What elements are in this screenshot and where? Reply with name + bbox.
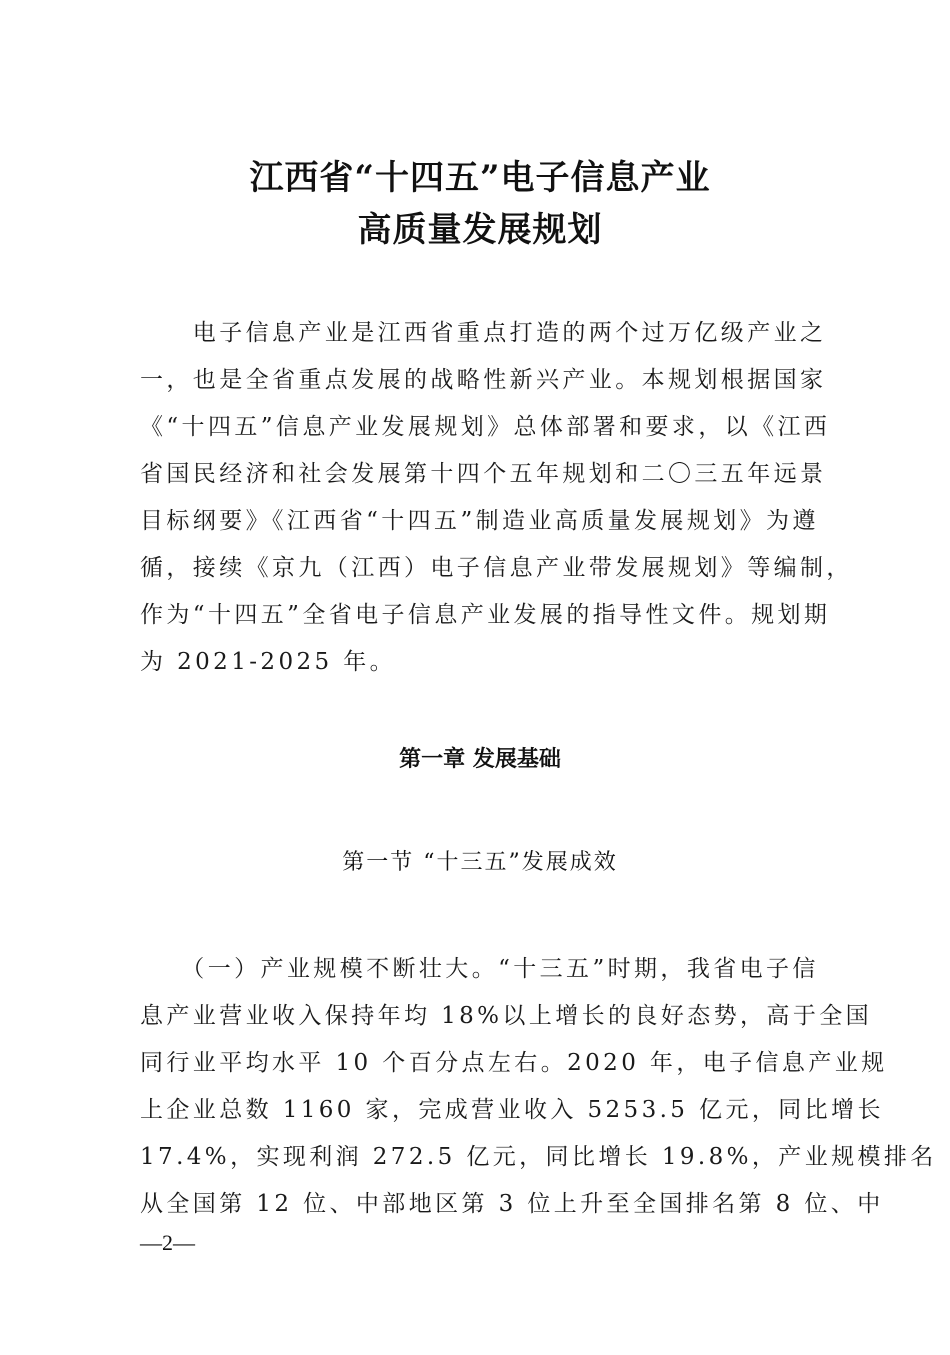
document-title-line-2: 高质量发展规划 (357, 210, 603, 250)
body-line: 17.4%，实现利润 272.5 亿元，同比增长 19.8%，产业规模排名 (140, 1144, 937, 1170)
intro-line: 循，接续《京九（江西）电子信息产业带发展规划》等编制， (140, 555, 853, 581)
intro-line: 目标纲要》《江西省“十四五”制造业高质量发展规划》为遵 (140, 508, 819, 534)
body-line: 息产业营业收入保持年均 18%以上增长的良好态势，高于全国 (140, 1003, 873, 1029)
body-line: （一）产业规模不断壮大。“十三五”时期，我省电子信 (140, 956, 819, 982)
body-line: 同行业平均水平 10 个百分点左右。2020 年，电子信息产业规 (140, 1050, 888, 1076)
intro-paragraph (140, 310, 853, 686)
intro-line: 《“十四五”信息产业发展规划》总体部署和要求，以《江西 (140, 414, 831, 440)
intro-line: 作为“十四五”全省电子信息产业发展的指导性文件。规划期 (140, 602, 831, 628)
document-title-line-1: 江西省“十四五”电子信息产业 (249, 158, 711, 198)
chapter-heading: 第一章 发展基础 (399, 747, 561, 772)
intro-line: 电子信息产业是江西省重点打造的两个过万亿级产业之 (140, 320, 827, 346)
body-line: 上企业总数 1160 家，完成营业收入 5253.5 亿元，同比增长 (140, 1097, 884, 1123)
intro-line: 一，也是全省重点发展的战略性新兴产业。本规划根据国家 (140, 367, 827, 393)
page-number: —2— (140, 1230, 195, 1255)
body-line: 从全国第 12 位、中部地区第 3 位上升至全国排名第 8 位、中 (140, 1191, 884, 1217)
intro-line: 省国民经济和社会发展第十四个五年规划和二〇三五年远景 (140, 461, 827, 487)
intro-line: 为 2021-2025 年。 (140, 649, 397, 675)
section-heading: 第一节 “十三五”发展成效 (342, 850, 618, 875)
body-paragraph (140, 946, 937, 1228)
